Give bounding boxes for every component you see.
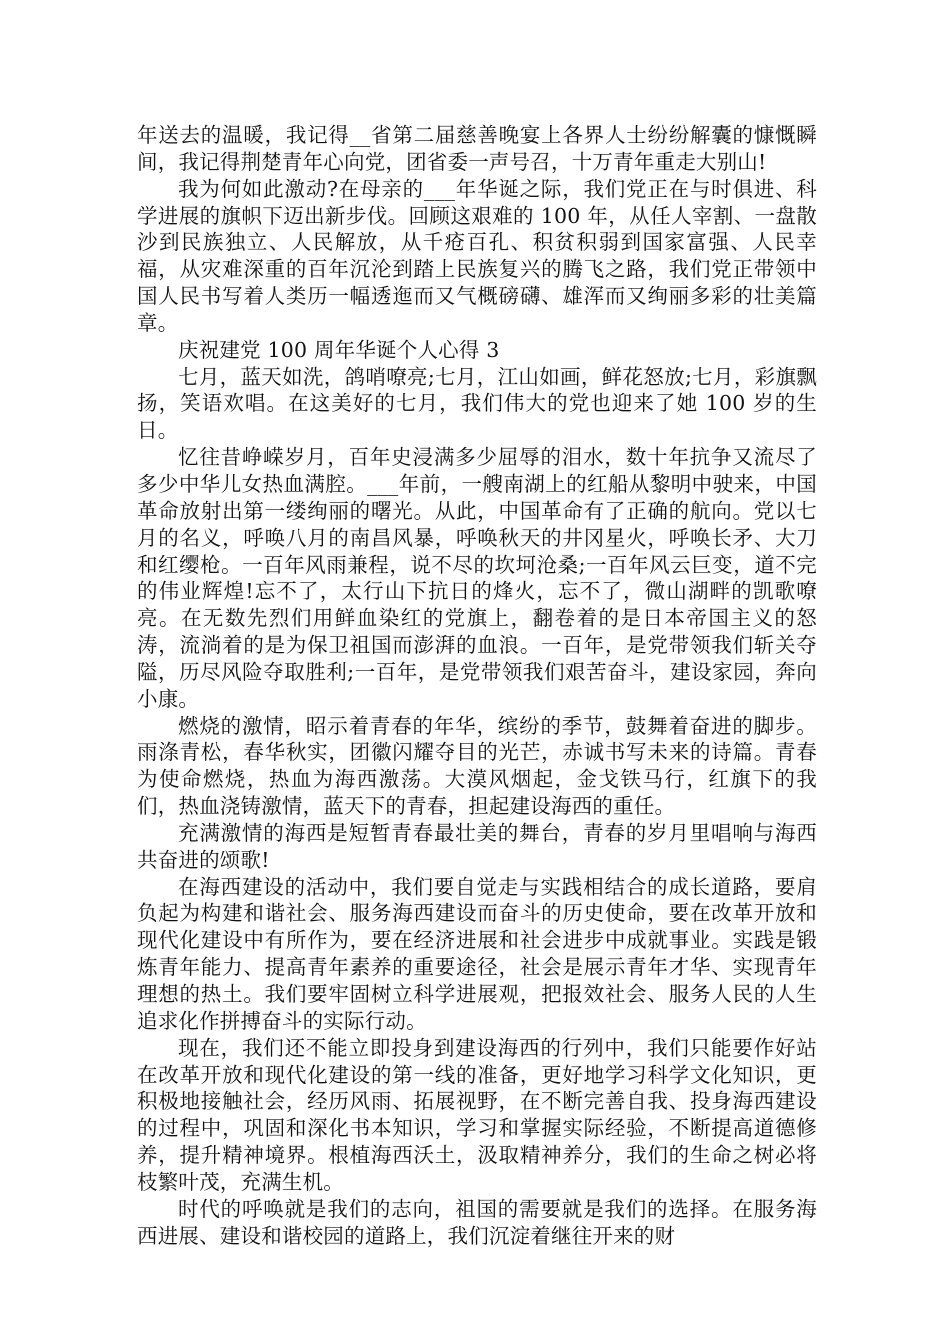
paragraph-haixi-stage: 充满激情的海西是短暂青春最壮美的舞台，青春的岁月里唱响与海西共奋进的颂歌!	[137, 820, 817, 872]
paragraph-continuation: 年送去的温暖，我记得__省第二届慈善晚宴上各界人士纷纷解囊的慷慨瞬间，我记得荆楚青年心向党，团省委一声号召，十万青年重走大别山!	[137, 123, 817, 174]
paragraph-era-call: 时代的呼唤就是我们的志向，祖国的需要就是我们的选择。在服务海西进展、建设和谐校园的道路上，我们沉淀着继往开来的财	[137, 1196, 817, 1248]
paragraph-preparation: 现在，我们还不能立即投身到建设海西的行列中，我们只能要作好站在改革开放和现代化建设的第一线的准备，更好地学习科学文化知识，更积极地接触社会，经历风雨、拓展视野，在不断完善自我、投身海西建设的过程中，巩固和深化书本知识，学习和掌握实际经验，不断提高道德修养，提升精神境界。根植海西沃土，汲取精神养分，我们的生命之树必将枝繁叶茂，充满生机。	[137, 1035, 817, 1194]
section-heading: 庆祝建党 100 周年华诞个人心得 3	[178, 337, 500, 362]
paragraph-july: 七月，蓝天如洗，鸽哨嘹亮;七月，江山如画，鲜花怒放;七月，彩旗飘扬，笑语欢唱。在这美好的七月，我们伟大的党也迎来了她 100 岁的生日。	[137, 364, 817, 443]
paragraph-haixi-construction: 在海西建设的活动中，我们要自觉走与实践相结合的成长道路，要肩负起为构建和谐社会、服务海西建设而奋斗的历史使命，要在改革开放和现代化建设中有所作为，要在经济进展和社会进步中成就事业。实践是锻炼青年能力、提高青年素养的重要途径，社会是展示青年才华、实现青年理想的热土。我们要牢固树立科学进展观，把报效社会、服务人民的人生追求化作拼搏奋斗的实际行动。	[137, 874, 817, 1033]
paragraph-history: 忆往昔峥嵘岁月，百年史浸满多少屈辱的泪水，数十年抗争又流尽了多少中华儿女热血满腔。___年前，一艘南湖上的红船从黎明中驶来，中国革命放射出第一缕绚丽的曙光。从此，中国革命有了正确的航向。党以七月的名义，呼唤八月的南昌风暴，呼唤秋天的井冈星火，呼唤长矛、大刀和红缨枪。一百年风雨兼程，说不尽的坎坷沧桑;一百年风云巨变，道不完的伟业辉煌!忘不了，太行山下抗日的烽火，忘不了，微山湖畔的凯歌嘹亮。在无数先烈们用鲜血染红的党旗上，翻卷着的是日本帝国主义的怒涛，流淌着的是为保卫祖国而澎湃的血浪。一百年，是党带领我们斩关夺隘，历尽风险夺取胜利;一百年，是党带领我们艰苦奋斗，建设家园，奔向小康。	[137, 445, 817, 711]
paragraph-passion: 燃烧的激情，昭示着青春的年华，缤纷的季节，鼓舞着奋进的脚步。雨涤青松，春华秋实，团徽闪耀夺目的光芒，赤诚书写未来的诗篇。青春为使命燃烧，热血为海西激荡。大漠风烟起，金戈铁马行，红旗下的我们，热血浇铸激情，蓝天下的青春，担起建设海西的重任。	[137, 713, 817, 819]
document-body	[137, 122, 817, 1249]
paragraph-reflection: 我为何如此激动?在母亲的___年华诞之际，我们党正在与时俱进、科学进展的旗帜下迈出新步伐。回顾这艰难的 100 年，从任人宰割、一盘散沙到民族独立、人民解放，从千疮百孔、积贫积弱到国家富强、人民幸福，从灾难深重的百年沉沦到踏上民族复兴的腾飞之路，我们党正带领中国人民书写着人类历一幅透迤而又气概磅礴、雄浑而又绚丽多彩的壮美篇章。	[137, 176, 817, 335]
